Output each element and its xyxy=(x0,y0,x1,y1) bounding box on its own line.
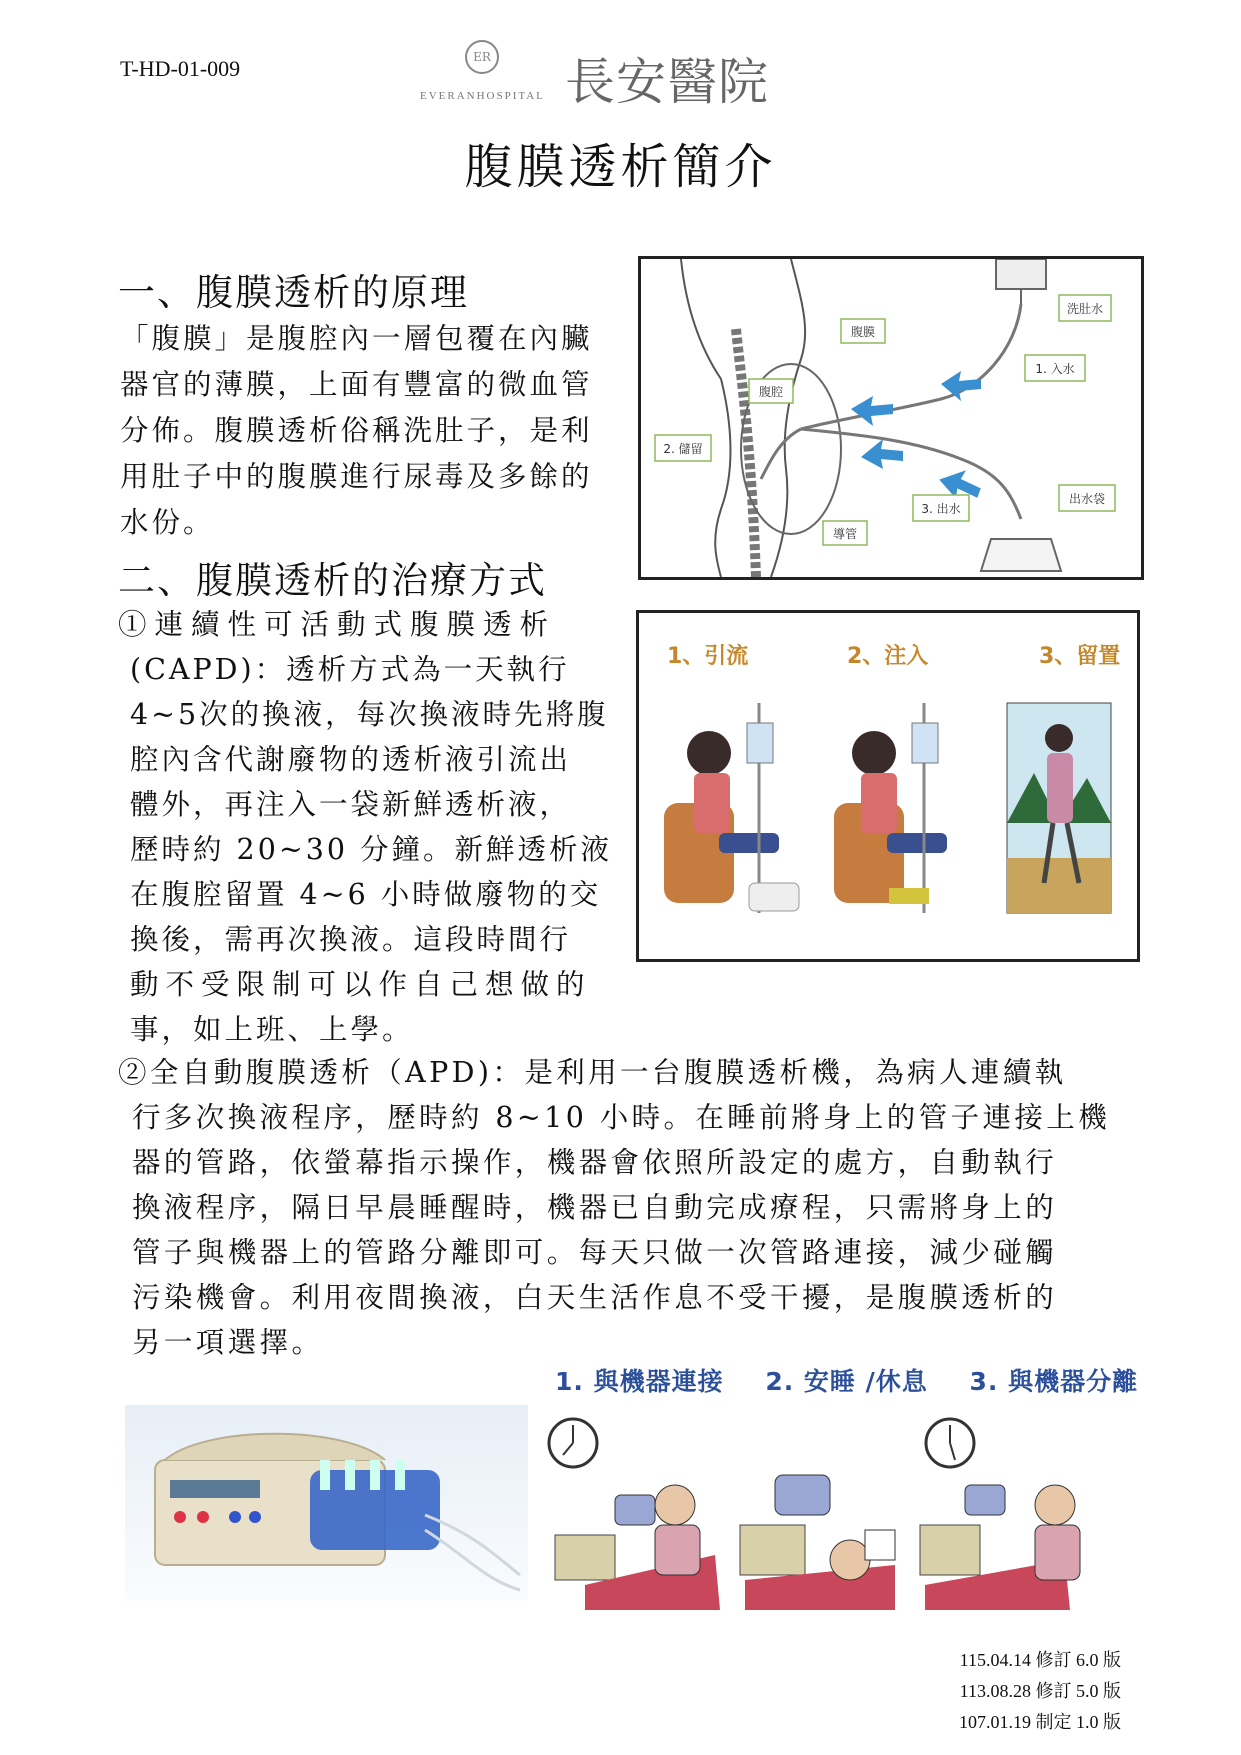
capd-step-fill: 2、注入 xyxy=(847,644,929,669)
section1-heading: 一、腹膜透析的原理 xyxy=(118,271,469,314)
peritoneal-diagram xyxy=(638,256,1144,580)
apd-text xyxy=(118,1050,1138,1365)
logo-chinese-name: 長安醫院 xyxy=(565,53,769,111)
section1-text xyxy=(120,316,620,546)
apd-step-connect: 1. 與機器連接 xyxy=(555,1367,724,1396)
label-inflow: 1. 入水 xyxy=(1035,362,1075,376)
capd-text xyxy=(118,602,618,1052)
label-catheter: 導管 xyxy=(832,527,858,541)
apd-scenes xyxy=(545,1405,1125,1610)
text-line: 器的管路，依螢幕指示操作，機器會依照所設定的處方，自動執行 xyxy=(132,1146,1058,1179)
apd-steps-title xyxy=(555,1362,1170,1398)
label-fresh-water: 洗肚水 xyxy=(1066,302,1104,316)
revision-line: 115.04.14 修訂 6.0 版 xyxy=(959,1650,1121,1670)
peritoneal-diagram-illustration xyxy=(641,259,1141,577)
apd-machine-illustration xyxy=(125,1405,528,1601)
section2-heading: 二、腹膜透析的治療方式 xyxy=(118,559,547,602)
apd-step-sleep: 2. 安睡 /休息 xyxy=(765,1367,928,1396)
text-line: 腔內含代謝廢物的透析液引流出 xyxy=(130,743,572,776)
text-line: 行多次換液程序，歷時約 8~10 小時。在睡前將身上的管子連接上機 xyxy=(132,1101,1111,1134)
text-line: 管子與機器上的管路分離即可。每天只做一次管路連接，減少碰觸 xyxy=(132,1236,1058,1269)
text-line: ①連續性可活動式腹膜透析 xyxy=(118,608,557,641)
apd-machine-photo xyxy=(125,1405,528,1601)
text-line: 換後，需再次換液。這段時間行 xyxy=(130,923,572,956)
document-code: T-HD-01-009 xyxy=(120,56,241,81)
label-membrane: 腹膜 xyxy=(850,325,876,339)
apd-step-disconnect: 3. 與機器分離 xyxy=(969,1367,1139,1396)
label-dwell: 2. 儲留 xyxy=(663,442,703,456)
revision-line: 113.08.28 修訂 5.0 版 xyxy=(959,1681,1121,1701)
text-line: (CAPD)：透析方式為一天執行 xyxy=(130,653,570,686)
text-line: 換液程序，隔日早晨睡醒時，機器已自動完成療程，只需將身上的 xyxy=(132,1191,1058,1224)
text-line: 污染機會。利用夜間換液，白天生活作息不受干擾，是腹膜透析的 xyxy=(132,1281,1058,1314)
logo-emblem-icon: ER xyxy=(465,40,499,74)
capd-step-drain: 1、引流 xyxy=(667,644,749,669)
revision-line: 107.01.19 制定 1.0 版 xyxy=(959,1712,1121,1732)
text-line: 用肚子中的腹膜進行尿毒及多餘的 xyxy=(120,460,593,493)
capd-steps-illustration xyxy=(636,610,1140,962)
text-line: 在腹腔留置 4~6 小時做廢物的交 xyxy=(130,878,602,911)
capd-step-dwell: 3、留置 xyxy=(1039,644,1121,669)
text-line: 水份。 xyxy=(120,506,215,539)
page-title: 腹膜透析簡介 xyxy=(464,139,777,195)
text-line: 動不受限制可以作自己想做的 xyxy=(130,968,592,1001)
text-line: 「腹膜」是腹腔內一層包覆在內臟 xyxy=(120,322,593,355)
text-line: 4~5次的換液，每次換液時先將腹 xyxy=(130,698,609,731)
text-line: 體外，再注入一袋新鮮透析液， xyxy=(130,788,572,821)
text-line: 歷時約 20~30 分鐘。新鮮透析液 xyxy=(130,833,613,866)
apd-steps-illustration xyxy=(545,1405,1125,1610)
text-line: 另一項選擇。 xyxy=(132,1326,324,1359)
label-cavity: 腹腔 xyxy=(758,385,784,399)
revision-history xyxy=(959,1645,1121,1738)
text-line: 事，如上班、上學。 xyxy=(130,1013,414,1046)
label-drain-bag: 出水袋 xyxy=(1068,492,1106,506)
hospital-logo xyxy=(420,34,820,111)
text-line: 器官的薄膜，上面有豐富的微血管 xyxy=(120,368,593,401)
label-outflow: 3. 出水 xyxy=(921,502,961,516)
logo-english-name: EVERANHOSPITAL xyxy=(420,90,545,102)
capd-scenes xyxy=(639,683,1137,953)
text-line: 分佈。腹膜透析俗稱洗肚子，是利 xyxy=(120,414,593,447)
text-line: ②全自動腹膜透析（APD)：是利用一台腹膜透析機，為病人連續執 xyxy=(118,1056,1067,1089)
